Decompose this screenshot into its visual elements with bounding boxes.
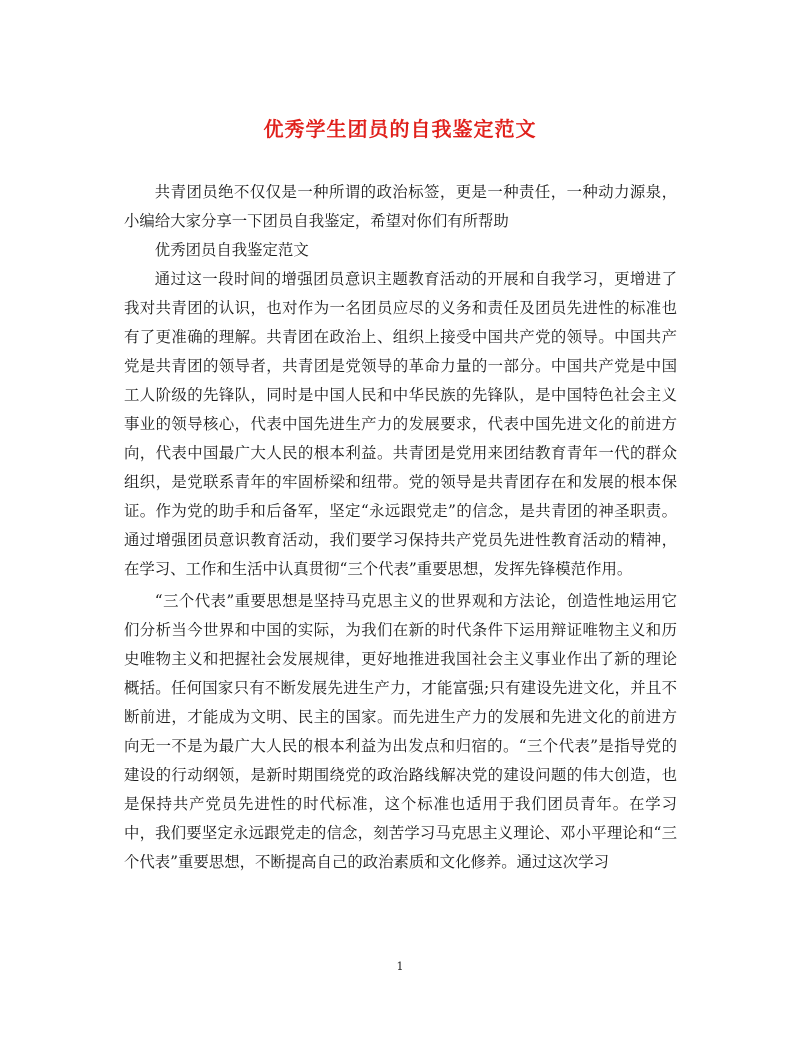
body-paragraph-2: “三个代表”重要思想是坚持马克思主义的世界观和方法论，创造性地运用它们分析当今世界和中国的实际，为我们在新的时代条件下运用辩证唯物主义和历史唯物主义和把握社会发展规律，更好地推进我国社会主义事业作出了新的理论概括。任何国家只有不断发展先进生产力，才能富强;只有建设先进文化，并且不断前进，才能成为文明、民主的国家。而先进生产力的发展和先进文化的前进方向无一不是为最广大人民的根本利益为出发点和归宿的。“三个代表”是指导党的建设的行动纲领，是新时期围绕党的政治路线解决党的建设问题的伟大创造，也是保持共产党员先进性的时代标准，这个标准也适用于我们团员青年。在学习中，我们要坚定永远跟党走的信念，刻苦学习马克思主义理论、邓小平理论和“三个代表”重要思想，不断提高自己的政治素质和文化修养。通过这次学习 (124, 592, 677, 871)
document-title: 优秀学生团员的自我鉴定范文 (263, 117, 537, 141)
intro-paragraph: 共青团员绝不仅仅是一种所谓的政治标签，更是一种责任，一种动力源泉，小编给大家分享一下团员自我鉴定，希望对你们有所帮助 (124, 183, 677, 230)
document-body (124, 178, 677, 877)
body-paragraph-1: 通过这一段时间的增强团员意识主题教育活动的开展和自我学习，更增进了我对共青团的认识，也对作为一名团员应尽的义务和责任及团员先进性的标准也有了更准确的理解。共青团在政治上、组织上接受中国共产党的领导。中国共产党是共青团的领导者，共青团是党领导的革命力量的一部分。中国共产党是中国工人阶级的先锋队，同时是中国人民和中华民族的先锋队，是中国特色社会主义事业的领导核心，代表中国先进生产力的发展要求，代表中国先进文化的前进方向，代表中国最广大人民的根本利益。共青团是党用来团结教育青年一代的群众组织，是党联系青年的牢固桥梁和纽带。党的领导是共青团存在和发展的根本保证。作为党的助手和后备军，坚定“永远跟党走”的信念，是共青团的神圣职责。通过增强团员意识教育活动，我们要学习保持共产党员先进性教育活动的精神，在学习、工作和生活中认真贯彻“三个代表”重要思想，发挥先锋模范作用。 (124, 270, 677, 578)
page-number: 1 (396, 960, 404, 973)
section-heading: 优秀团员自我鉴定范文 (154, 241, 309, 259)
